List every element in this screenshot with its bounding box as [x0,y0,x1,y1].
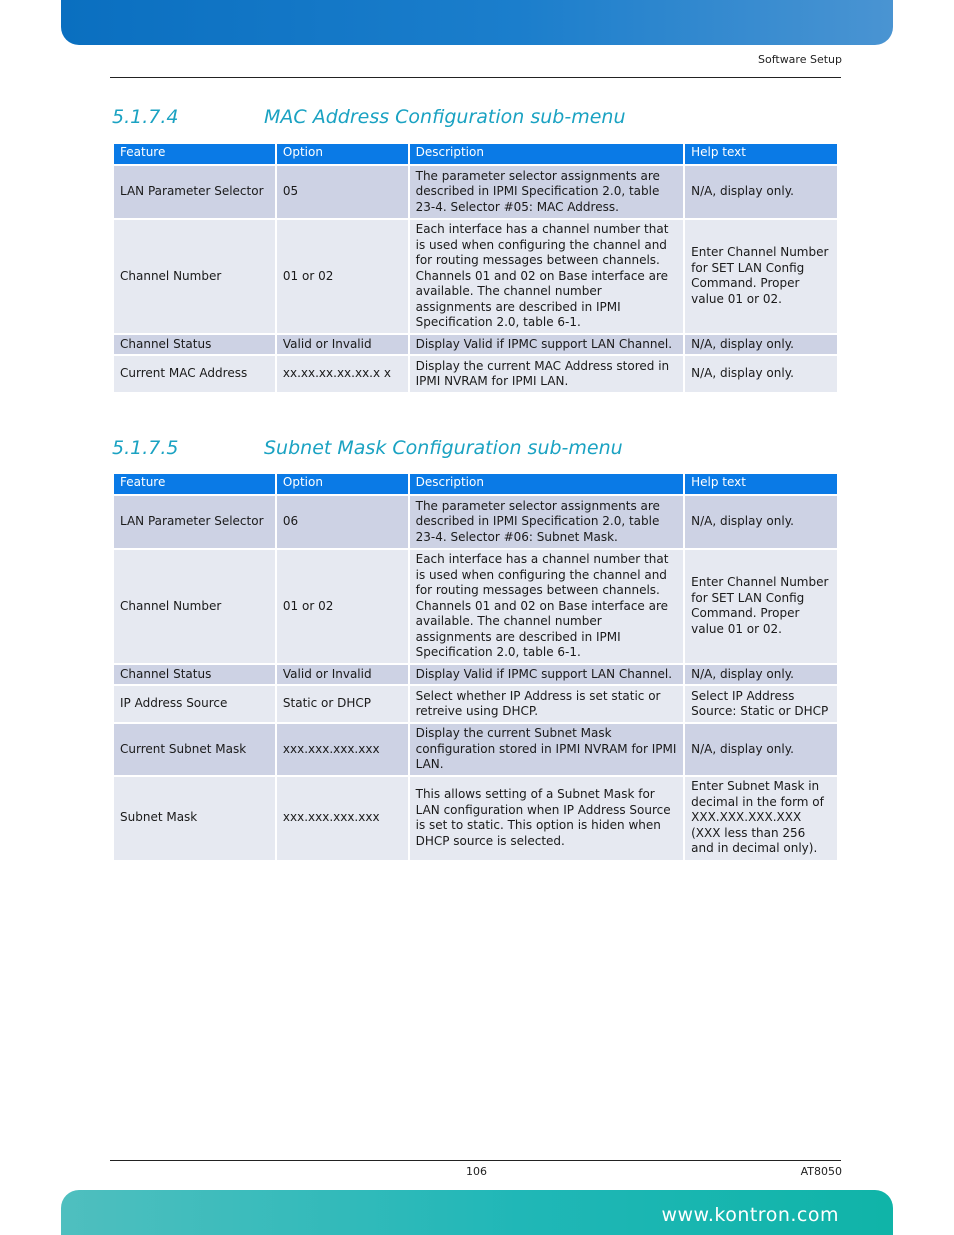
cell-help: Enter Channel Number for SET LAN Config Command. Proper value 01 or 02. [685,550,837,663]
cell-description: This allows setting of a Subnet Mask for LAN configuration when IP Address Source is set to static. This option is hiden when DHCP source is selected. [410,777,684,860]
table-row [114,724,837,775]
cell-option: 06 [277,496,408,548]
cell-option: Valid or Invalid [277,665,408,685]
column-header: Option [277,474,408,494]
subnet-config-table [112,472,839,862]
column-header: Description [410,144,684,164]
table-row [114,665,837,685]
cell-option: xx.xx.xx.xx.xx.x x [277,356,408,392]
cell-description: Select whether IP Address is set static or retreive using DHCP. [410,686,684,722]
cell-feature: Channel Status [114,665,275,685]
website-link[interactable]: www.kontron.com [661,1204,839,1226]
column-header: Feature [114,474,275,494]
table-row [114,686,837,722]
section-heading-subnet [112,437,623,459]
cell-feature: Current Subnet Mask [114,724,275,775]
table-row [114,220,837,333]
cell-description: Display the current MAC Address stored in IPMI NVRAM for IPMI LAN. [410,356,684,392]
cell-description: The parameter selector assignments are described in IPMI Specification 2.0, table 23-4. Selector #05: MAC Address. [410,166,684,218]
cell-help: Enter Subnet Mask in decimal in the form of XXX.XXX.XXX.XXX (XXX less than 256 and in decimal only). [685,777,837,860]
cell-feature: Subnet Mask [114,777,275,860]
cell-help: N/A, display only. [685,496,837,548]
cell-help: N/A, display only. [685,665,837,685]
cell-feature: Channel Number [114,220,275,333]
table-row [114,356,837,392]
cell-help: N/A, display only. [685,724,837,775]
cell-option: Valid or Invalid [277,335,408,355]
cell-description: Display Valid if IPMC support LAN Channel. [410,335,684,355]
column-header: Help text [685,144,837,164]
cell-option: xxx.xxx.xxx.xxx [277,724,408,775]
cell-description: Each interface has a channel number that is used when configuring the channel and for routing messages between channels. Channels 01 and 02 on Base interface are available. The channel number assignments are described in IPMI Specification 2.0, table 6-1. [410,220,684,333]
cell-option: 05 [277,166,408,218]
cell-feature: IP Address Source [114,686,275,722]
top-banner [61,0,893,45]
header-rule [110,77,841,78]
bottom-banner [61,1190,893,1235]
section-heading-mac [112,106,626,128]
cell-feature: Channel Number [114,550,275,663]
section-title-text: Subnet Mask Configuration sub-menu [264,437,623,459]
section-title-text: MAC Address Configuration sub-menu [264,106,626,128]
column-header: Option [277,144,408,164]
cell-description: Display the current Subnet Mask configuration stored in IPMI NVRAM for IPMI LAN. [410,724,684,775]
footer-rule [110,1160,841,1161]
cell-description: Display Valid if IPMC support LAN Channel. [410,665,684,685]
cell-help: Select IP Address Source: Static or DHCP [685,686,837,722]
column-header: Description [410,474,684,494]
table-row [114,777,837,860]
cell-option: xxx.xxx.xxx.xxx [277,777,408,860]
cell-option: Static or DHCP [277,686,408,722]
table-row [114,166,837,218]
cell-option: 01 or 02 [277,550,408,663]
running-header: Software Setup [757,53,842,66]
table-row [114,550,837,663]
table-header-row [114,474,837,494]
cell-option: 01 or 02 [277,220,408,333]
mac-config-table [112,142,839,394]
page-number: 106 [466,1165,487,1178]
table-row [114,335,837,355]
column-header: Help text [685,474,837,494]
cell-feature: LAN Parameter Selector [114,496,275,548]
cell-help: N/A, display only. [685,335,837,355]
table-row [114,496,837,548]
table-header-row [114,144,837,164]
cell-help: Enter Channel Number for SET LAN Config Command. Proper value 01 or 02. [685,220,837,333]
cell-feature: Current MAC Address [114,356,275,392]
product-model: AT8050 [800,1165,842,1178]
cell-description: Each interface has a channel number that is used when configuring the channel and for routing messages between channels. Channels 01 and 02 on Base interface are available. The channel number assignments are described in IPMI Specification 2.0, table 6-1. [410,550,684,663]
section-number: 5.1.7.4 [112,106,179,128]
cell-help: N/A, display only. [685,166,837,218]
cell-description: The parameter selector assignments are described in IPMI Specification 2.0, table 23-4. Selector #06: Subnet Mask. [410,496,684,548]
cell-feature: LAN Parameter Selector [114,166,275,218]
column-header: Feature [114,144,275,164]
section-number: 5.1.7.5 [112,437,179,459]
cell-feature: Channel Status [114,335,275,355]
cell-help: N/A, display only. [685,356,837,392]
